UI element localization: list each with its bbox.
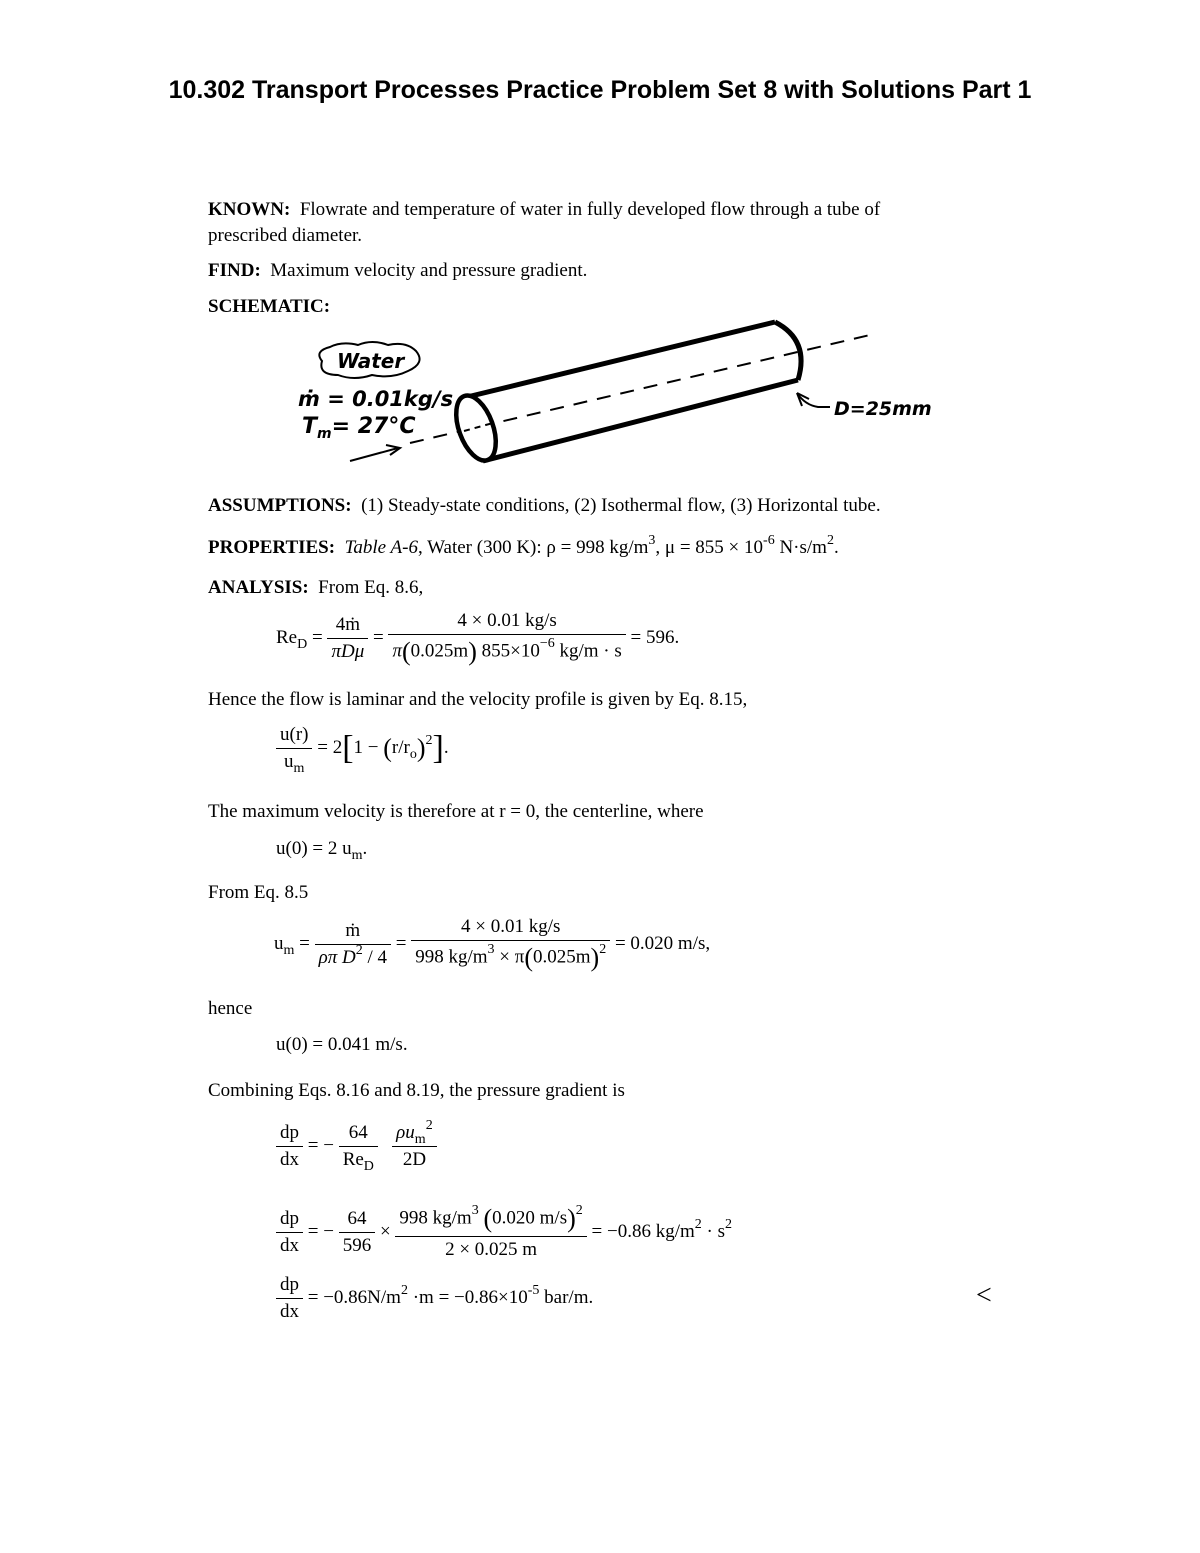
- eq-sup: 2: [599, 942, 607, 958]
- eq-text: r/r: [391, 736, 410, 758]
- eq-sup: 2: [725, 1216, 732, 1232]
- velocity-profile-equation: $\frac{u(r)}{u_m}$ = $2[1 - (r/r_o)^2]$.: [276, 724, 449, 773]
- eq-text: .: [443, 736, 449, 758]
- assumptions-line: [208, 494, 881, 518]
- fraction: [327, 614, 368, 663]
- pressure-gradient-substitution: $\frac{dp}{dx}$ = − $\frac{64}{596}$ × $\frac{998 kg/m^3 (0.020 m/s)^2}{2 \times 0.025 m}$ = −0.86 $kg/m^2 \cdot s^2$: [276, 1204, 732, 1261]
- properties-viscosity: , μ = 855 × 10: [655, 537, 764, 558]
- fraction-den: dx: [280, 1301, 299, 1322]
- eq-text: π: [392, 640, 402, 662]
- eq-text: / 4: [362, 947, 387, 968]
- eq-sub: m: [293, 761, 305, 776]
- fraction-den: dx: [280, 1149, 299, 1170]
- eq-result: = −0.86 kg/m: [586, 1220, 695, 1242]
- eq-sup: 3: [471, 1203, 479, 1219]
- properties-sup: 3: [648, 533, 656, 548]
- fraction-den: πDμ: [331, 641, 365, 662]
- eq-text: .: [362, 838, 368, 859]
- schematic-label: SCHEMATIC:: [208, 296, 331, 317]
- fraction: [392, 1118, 437, 1171]
- properties-line: [208, 533, 839, 562]
- hence-text: hence: [208, 998, 253, 1019]
- eq-text: ·m = −0.86×10: [407, 1286, 528, 1308]
- properties-sup: 2: [826, 533, 834, 548]
- eq-sup: 3: [487, 942, 495, 958]
- eq-result: = 0.020 m/s,: [610, 932, 711, 954]
- pressure-gradient-formula: $\frac{dp}{dx}$ = − $\frac{64}{Re_D}$ $\frac{\rho u_m^2}{2D}$: [276, 1122, 437, 1171]
- eq-sub: D: [363, 1159, 374, 1174]
- eq-text: = 2: [317, 736, 343, 758]
- eq-text: ρπ D: [318, 947, 356, 968]
- eq-text: =: [307, 626, 328, 648]
- end-mark: <: [976, 1280, 992, 1311]
- known-label: KNOWN:: [208, 199, 291, 220]
- analysis-text: From Eq. 8.6,: [318, 577, 424, 598]
- eq-sup: -5: [527, 1282, 540, 1298]
- tube-end-cap: [775, 322, 801, 380]
- centerline-velocity-equation: [276, 838, 368, 863]
- fraction-num: dp: [276, 1274, 303, 1299]
- fraction: [276, 1122, 303, 1171]
- properties-density: , Water (300 K): ρ = 998 kg/m: [417, 537, 649, 558]
- pressure-gradient-result: [276, 1274, 593, 1323]
- tube-schematic: [280, 315, 960, 475]
- fraction-num: dp: [276, 1122, 303, 1147]
- laminar-text: Hence the flow is laminar and the velocity profile is given by Eq. 8.15,: [208, 689, 748, 710]
- eq-text: · s: [701, 1220, 725, 1242]
- eq-sup: 2: [400, 1282, 408, 1298]
- eq-sup: −6: [539, 636, 555, 652]
- assumptions-label: ASSUMPTIONS:: [208, 495, 352, 516]
- fraction-num: 64: [339, 1208, 376, 1233]
- analysis-line: [208, 576, 423, 600]
- fraction-den: [315, 945, 391, 969]
- fraction-num: u(r): [276, 724, 312, 749]
- eq-sub: m: [414, 1132, 426, 1147]
- eq-text: = −0.86N/m: [303, 1286, 401, 1308]
- fraction: [388, 610, 625, 667]
- eq-text: 998 kg/m: [415, 946, 488, 968]
- eq-text: u(0) = 2 u: [276, 838, 352, 859]
- find-label: FIND:: [208, 260, 261, 281]
- fraction: [315, 920, 391, 969]
- properties-period: .: [833, 537, 839, 558]
- eq-sup: 2: [575, 1203, 583, 1219]
- fraction: [339, 1208, 376, 1257]
- diameter-label: D=25mm: [834, 398, 932, 420]
- properties-label: PROPERTIES:: [208, 537, 336, 558]
- eq-text: 0.020 m/s: [492, 1207, 568, 1229]
- fraction-den: 596: [342, 1235, 372, 1256]
- fraction-den: [339, 1147, 378, 1174]
- eq-text: bar/m.: [539, 1286, 594, 1308]
- eq-text: kg/m · s: [554, 640, 622, 662]
- eq-result: = 596.: [625, 626, 680, 648]
- tube-top-edge: [467, 322, 775, 397]
- fraction-num: 4 × 0.01 kg/s: [411, 916, 610, 941]
- eq-sub: m: [283, 942, 295, 958]
- tube-bottom-edge: [483, 380, 798, 461]
- fraction: [411, 916, 610, 973]
- eq-sup: 2: [355, 943, 363, 958]
- eq-text: Re: [276, 626, 298, 648]
- fraction-den: 2 × 0.025 m: [445, 1239, 538, 1260]
- known-text-continued: prescribed diameter.: [208, 225, 363, 246]
- find-text: Maximum velocity and pressure gradient.: [270, 260, 588, 281]
- eq-text: 998 kg/m: [399, 1207, 472, 1229]
- eq-sub: o: [409, 746, 417, 762]
- fraction: [276, 1274, 303, 1323]
- fraction-num: 998 $kg/m^3$ (0.020 m/s)$^2$: [395, 1204, 586, 1237]
- page-title: 10.302 Transport Processes Practice Problem Set 8 with Solutions Part 1: [168, 76, 1032, 104]
- eq-text: 1 −: [353, 736, 384, 758]
- eq-sub: m: [351, 848, 363, 863]
- fraction: [395, 1204, 586, 1261]
- fraction-den: 998 $kg/m^3 \times \pi(0.025m)^2$: [415, 942, 607, 972]
- fraction: [276, 724, 312, 776]
- known-line: [208, 198, 880, 222]
- eq-text: 0.025m: [533, 946, 591, 968]
- eq-sup: 2: [425, 732, 433, 748]
- fraction-num: 4 × 0.01 kg/s: [388, 610, 625, 635]
- mass-flow-label: ṁ = 0.01kg/s: [298, 387, 454, 411]
- eq-text: Re: [342, 1149, 364, 1170]
- properties-units: N·s/m: [774, 537, 827, 558]
- fraction-den: [276, 749, 312, 776]
- eq85-text: From Eq. 8.5: [208, 882, 309, 903]
- find-line: [208, 259, 587, 283]
- maximum-text: The maximum velocity is therefore at r = 0, the centerline, where: [208, 801, 704, 822]
- eq-text: 855×10: [476, 640, 540, 662]
- fraction-num: 4ṁ: [327, 614, 368, 639]
- eq-text: × π: [494, 946, 525, 968]
- fraction-den: 2D: [402, 1149, 427, 1170]
- water-label: Water: [337, 349, 405, 373]
- eq-text: u: [284, 751, 294, 772]
- reynolds-equation: $Re_D$ = $\frac{\text{4ṁ}}{\text{πDμ}}$ = $\frac{4 \times 0.01 kg/s}{\pi(0.025m) 855\times 10^{-6} kg/m \cdot s}$ = 596.: [276, 610, 680, 666]
- eq-text: 0.025m: [410, 640, 469, 662]
- eq-sup: 2: [425, 1118, 433, 1133]
- eq-text: ρu: [396, 1122, 415, 1143]
- mean-velocity-equation: $u_m$ = $\frac{\text{ṁ}}{\rho\pi D^2 / 4}$ = $\frac{4 \times 0.01 kg/s}{998 kg/m^3 \times \pi(0.025m)^2}$ = 0.020 m/s,: [274, 916, 711, 972]
- fraction-num: 64: [339, 1122, 378, 1147]
- properties-table-ref: Table A-6: [344, 537, 418, 558]
- eq-sub: D: [297, 636, 308, 652]
- assumptions-text: (1) Steady-state conditions, (2) Isothermal flow, (3) Horizontal tube.: [361, 495, 881, 516]
- fraction-num: ṁ: [315, 920, 391, 945]
- fraction-den: π(0.025m) $855\times 10^{-6}$ kg/m · s: [392, 636, 622, 666]
- properties-sup: -6: [763, 533, 775, 548]
- eq-text: u: [274, 932, 284, 954]
- known-text: Flowrate and temperature of water in fully developed flow through a tube of: [299, 199, 881, 220]
- fraction: [339, 1122, 378, 1174]
- temperature-label: $T_m= 27^\circ C$: [302, 414, 416, 442]
- max-velocity-result: u(0) = 0.041 m/s.: [276, 1034, 408, 1055]
- analysis-label: ANALYSIS:: [208, 577, 309, 598]
- fraction: [276, 1208, 303, 1257]
- fraction-den: dx: [280, 1235, 299, 1256]
- fraction-num: [392, 1118, 437, 1147]
- combining-text: Combining Eqs. 8.16 and 8.19, the pressure gradient is: [208, 1080, 625, 1101]
- fraction-num: dp: [276, 1208, 303, 1233]
- eq-sup: 2: [694, 1216, 702, 1232]
